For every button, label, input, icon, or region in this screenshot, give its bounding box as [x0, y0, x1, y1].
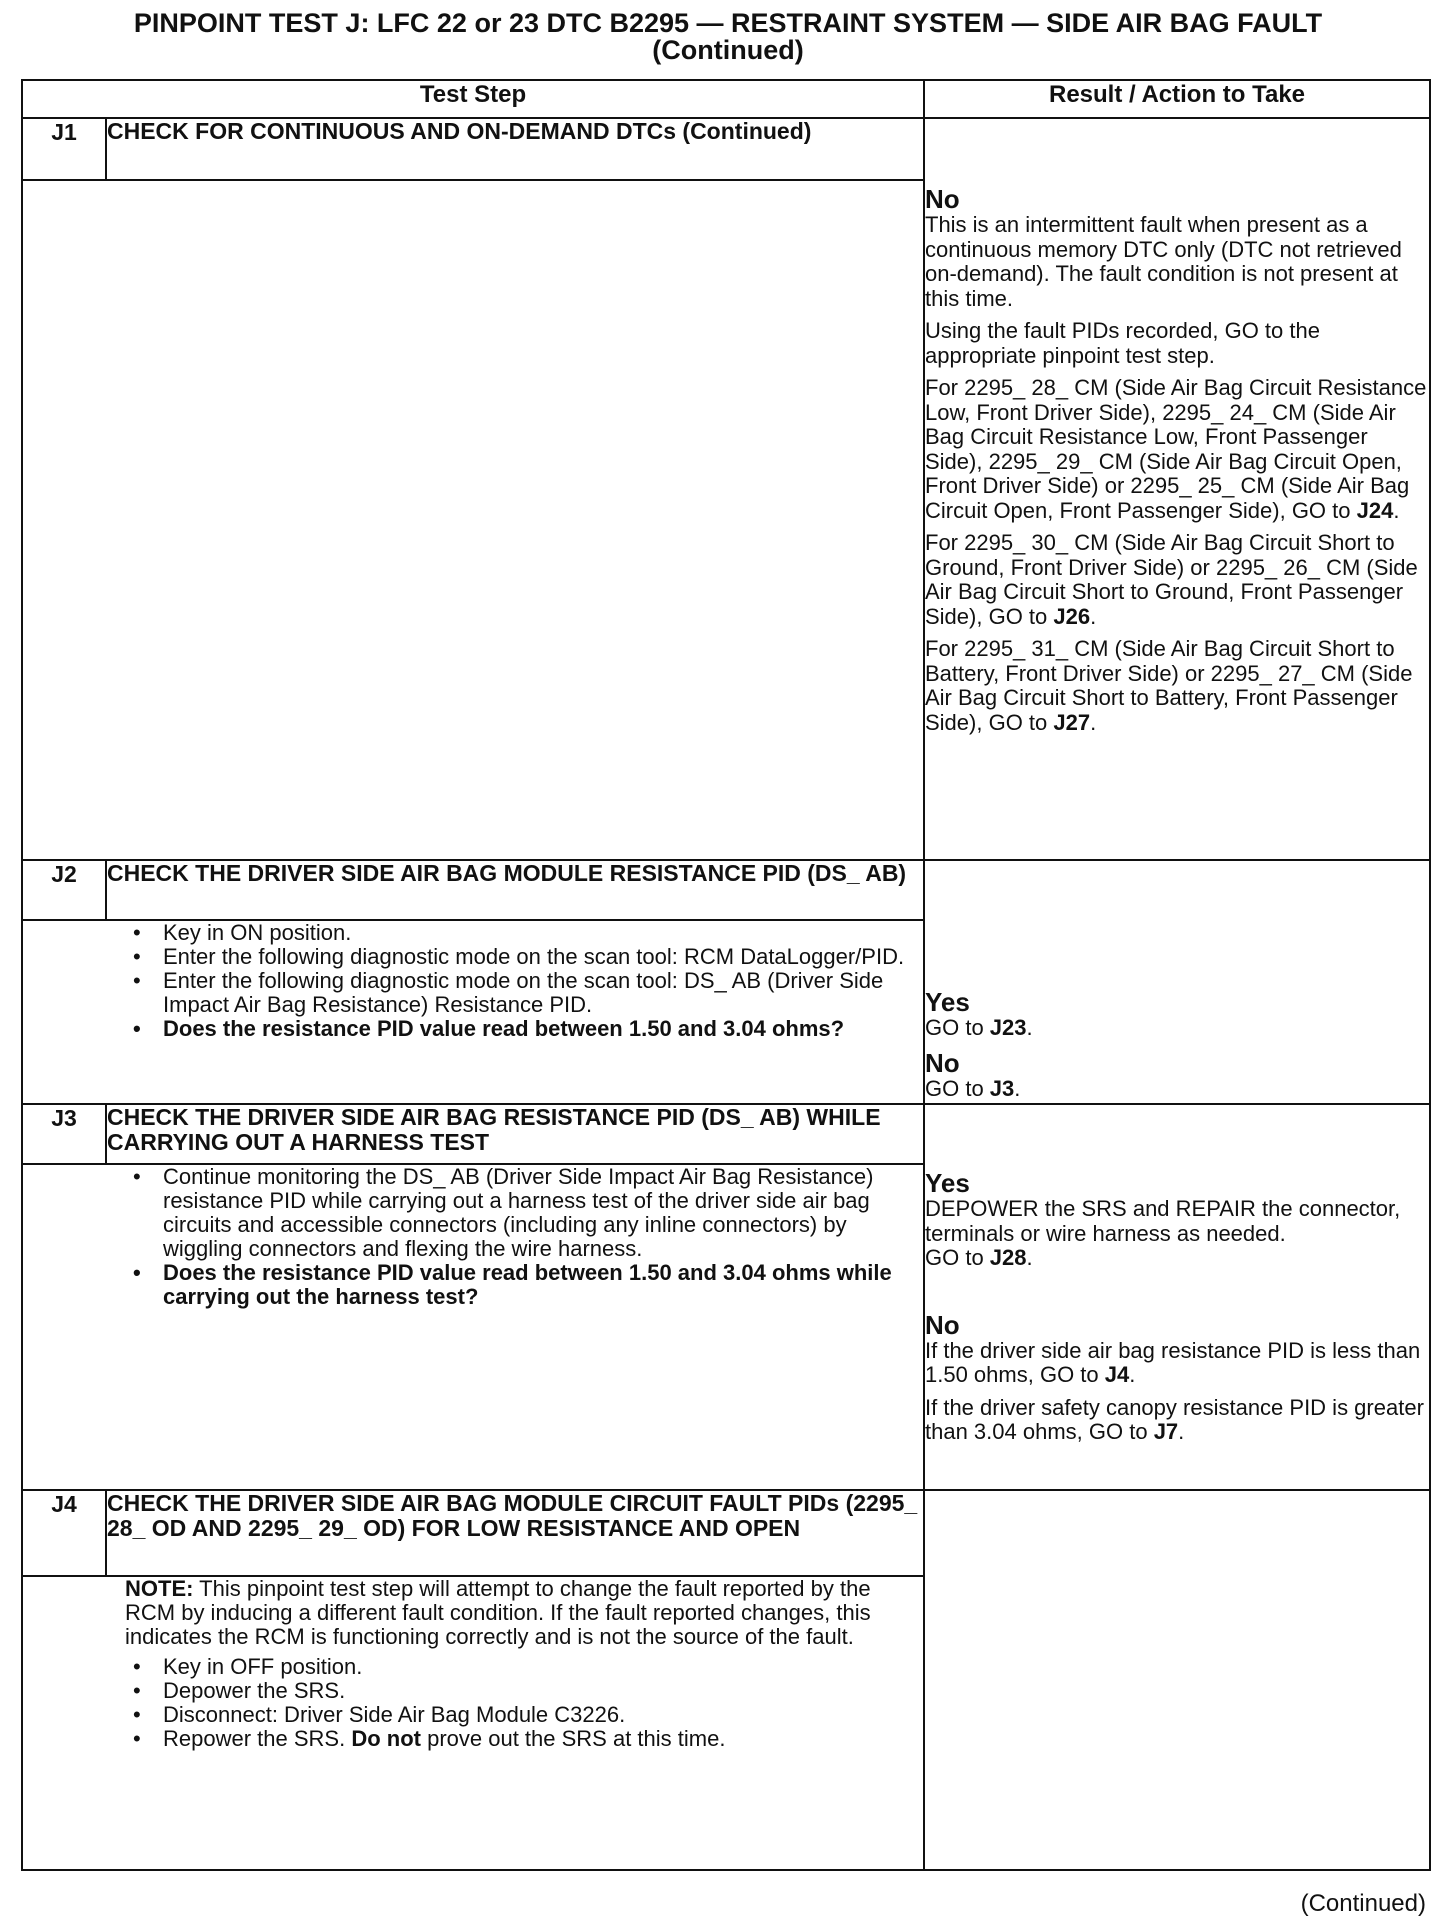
step-row-j1-title [22, 118, 1430, 180]
column-header-result: Result / Action to Take [924, 80, 1430, 118]
step-id-j4: J4 [22, 1490, 106, 1576]
result-yes-text-j2: GO to J23. [925, 1015, 1033, 1040]
step-reference-j27: J27 [1053, 709, 1091, 735]
step-reference-j7: J7 [1153, 1419, 1179, 1444]
step-reference-j4: J4 [1104, 1362, 1130, 1387]
step-list-j3 [125, 1165, 923, 1309]
step-item: • Key in OFF position. [125, 1655, 923, 1679]
step-emphasis: Do not [351, 1726, 421, 1751]
page-title-continued: (Continued) [652, 35, 804, 65]
step-text: Repower the SRS. [163, 1726, 352, 1751]
period: . [1393, 497, 1400, 523]
step-reference-j23: J23 [989, 1015, 1027, 1040]
result-text: For 2295_ 31_ CM (Side Air Bag Circuit Short to Battery, Front Driver Side) or 2295_ 27_ CM (Side Air Bag Circuit Short to Battery, Front Passenger Side), GO to [925, 636, 1413, 735]
step-body-j4 [22, 1576, 924, 1870]
result-no-label-j1: No [925, 184, 960, 214]
step-item: • Enter the following diagnostic mode on the scan tool: RCM DataLogger/PID. [125, 945, 923, 969]
result-no-text-j1-1: This is an intermittent fault when present as a continuous memory DTC only (DTC not retrieved on-demand). The fault condition is not present at this time. [925, 212, 1402, 311]
step-list-j2 [125, 921, 923, 1041]
step-reference-j28: J28 [989, 1245, 1027, 1270]
step-reference-j26: J26 [1053, 603, 1091, 629]
result-text: GO to [925, 1015, 990, 1040]
result-text: DEPOWER the SRS and REPAIR the connector, terminals or wire harness as needed. [925, 1196, 1401, 1246]
result-yes-label-j3: Yes [925, 1168, 970, 1198]
step-row-j4-title [22, 1490, 1430, 1576]
note-j4 [125, 1577, 923, 1649]
result-no-text-j2: GO to J3. [925, 1075, 1021, 1101]
step-reference-j3: J3 [989, 1075, 1015, 1101]
step-body-j1 [22, 180, 924, 860]
result-no-text-j3-1: If the driver side air bag resistance PID is less than 1.50 ohms, GO to J4. [925, 1337, 1421, 1387]
step-id-j2: J2 [22, 860, 106, 920]
result-text: For 2295_ 30_ CM (Side Air Bag Circuit Short to Ground, Front Driver Side) or 2295_ 26_ CM (Side Air Bag Circuit Short to Ground, Front Passenger Side), GO to [925, 530, 1418, 629]
result-text: If the driver safety canopy resistance PID is greater than 3.04 ohms, GO to [925, 1394, 1424, 1444]
page-title-main: PINPOINT TEST J: LFC 22 or 23 DTC B2295 — RESTRAINT SYSTEM — SIDE AIR BAG FAULT [133, 8, 1323, 38]
continued-footer: (Continued) [1300, 1890, 1426, 1917]
page-title [0, 10, 1456, 64]
step-item: • Depower the SRS. [125, 1679, 923, 1703]
step-item: • Disconnect: Driver Side Air Bag Module C3226. [125, 1703, 923, 1727]
step-id-j3: J3 [22, 1104, 106, 1164]
step-reference-j24: J24 [1356, 497, 1394, 523]
table-header-row [22, 80, 1430, 118]
step-title-j2: CHECK THE DRIVER SIDE AIR BAG MODULE RESISTANCE PID (DS_ AB) [106, 860, 924, 920]
step-title-j4: CHECK THE DRIVER SIDE AIR BAG MODULE CIRCUIT FAULT PIDs (2295_ 28_ OD AND 2295_ 29_ OD) FOR LOW RESISTANCE AND OPEN [106, 1490, 924, 1576]
step-list-j4 [125, 1655, 923, 1751]
result-yes-label-j2: Yes [925, 987, 970, 1017]
period: . [1090, 709, 1097, 735]
result-cell-j3 [924, 1104, 1430, 1490]
column-header-test-step: Test Step [22, 80, 924, 118]
step-item: • Enter the following diagnostic mode on the scan tool: DS_ AB (Driver Side Impact Air Bag Resistance) Resistance PID. [125, 969, 923, 1017]
result-cell-j1 [924, 118, 1430, 860]
step-row-j2-title [22, 860, 1430, 920]
result-yes-text-j3: DEPOWER the SRS and REPAIR the connector, terminals or wire harness as needed. GO to J28. [925, 1196, 1401, 1270]
result-no-label-j2: No [925, 1047, 960, 1078]
result-no-label-j3: No [925, 1309, 960, 1340]
step-title-j3: CHECK THE DRIVER SIDE AIR BAG RESISTANCE PID (DS_ AB) WHILE CARRYING OUT A HARNESS TEST [106, 1104, 924, 1164]
step-item: • Continue monitoring the DS_ AB (Driver Side Impact Air Bag Resistance) resistance PID while carrying out a harness test of the driver side air bag circuits and accessible connectors (including any inline connectors) by wiggling connectors and flexing the wire harness. [125, 1165, 923, 1261]
result-text: For 2295_ 28_ CM (Side Air Bag Circuit Resistance Low, Front Driver Side), 2295_ 24_ CM (Side Air Bag Circuit Resistance Low, Front Passenger Side), 2295_ 29_ CM (Side Air Bag Circuit Open, Front Driver Side) or 2295_ 25_ CM (Side Air Bag Circuit Open, Front Passenger Side), GO to [925, 375, 1427, 523]
note-text: This pinpoint test step will attempt to change the fault reported by the RCM by inducing a different fault condition. If the fault reported changes, this indicates the RCM is functioning correctly and is not the source of the fault. [125, 1576, 871, 1649]
period: . [1090, 603, 1097, 629]
step-question-j3: • Does the resistance PID value read between 1.50 and 3.04 ohms while carrying out the harness test? [125, 1261, 923, 1309]
result-no-text-j1-4 [925, 531, 1429, 629]
step-row-j3-title [22, 1104, 1430, 1164]
result-cell-j2 [924, 860, 1430, 1104]
step-title-j1: CHECK FOR CONTINUOUS AND ON-DEMAND DTCs (Continued) [106, 118, 924, 180]
note-label: NOTE: [125, 1576, 194, 1601]
result-text: If the driver side air bag resistance PID is less than 1.50 ohms, GO to [925, 1337, 1421, 1387]
result-text: GO to [925, 1075, 990, 1101]
result-text: GO to [925, 1245, 990, 1270]
step-id-j1: J1 [22, 118, 106, 180]
step-text: prove out the SRS at this time. [420, 1726, 726, 1751]
step-item: • Key in ON position. [125, 921, 923, 945]
step-item [125, 1727, 923, 1751]
result-no-text-j1-5 [925, 637, 1429, 735]
step-body-j2 [22, 920, 924, 1104]
step-body-j3 [22, 1164, 924, 1490]
pinpoint-test-table [21, 79, 1431, 1871]
result-no-text-j1-3 [925, 376, 1429, 523]
result-cell-j4 [924, 1490, 1430, 1870]
result-no-text-j1-2: Using the fault PIDs recorded, GO to the appropriate pinpoint test step. [925, 318, 1320, 368]
result-no-text-j3-2: If the driver safety canopy resistance PID is greater than 3.04 ohms, GO to J7. [925, 1394, 1424, 1444]
step-question-j2: • Does the resistance PID value read between 1.50 and 3.04 ohms? [125, 1017, 923, 1041]
